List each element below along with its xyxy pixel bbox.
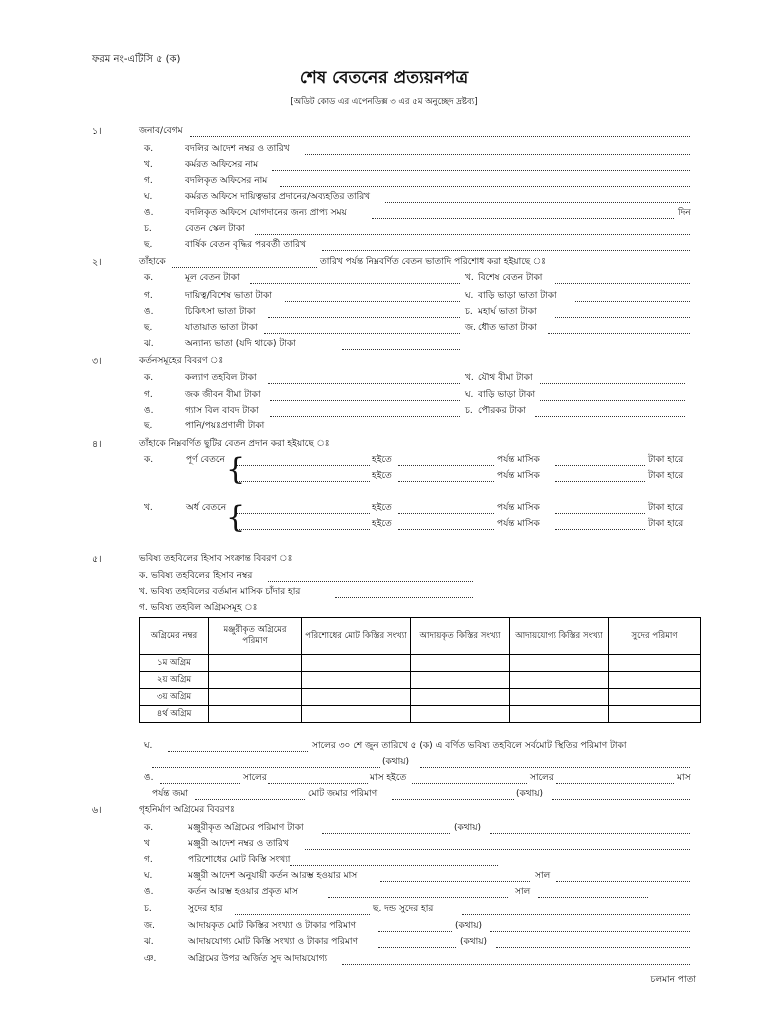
- pf-advances-label: গ. ভবিষ্য তহবিল অগ্রিমসমূহ ঃ: [139, 603, 258, 613]
- item-marker: চ.: [144, 904, 152, 914]
- item-marker: ঞ.: [144, 954, 157, 964]
- recoverable-installments-words-field[interactable]: [496, 947, 690, 948]
- to-monthly-label: পর্যন্ত মাসিক: [497, 455, 540, 465]
- pf-rate-field[interactable]: [335, 597, 473, 598]
- welfare-fund-label: কল্যাণ তহবিল টাকা: [185, 373, 257, 383]
- item-marker: ক.: [144, 144, 154, 154]
- in-words-label: (কথায়): [460, 937, 488, 947]
- item-marker: ঙ.: [144, 208, 154, 218]
- other-allowance-label: অন্যান্য ভাতা (যদি থাকে) টাকা: [185, 339, 296, 349]
- item-marker: গ.: [144, 855, 153, 865]
- item-marker: ঘ.: [465, 390, 474, 400]
- sanctioned-advance-words-field[interactable]: [490, 833, 690, 834]
- group-insurance-field[interactable]: [540, 383, 685, 384]
- table-cell[interactable]: [209, 655, 302, 672]
- table-cell[interactable]: [209, 706, 302, 723]
- pf-year-field[interactable]: [168, 751, 308, 752]
- item-marker: ঝ.: [144, 937, 154, 947]
- realized-installments-words-field[interactable]: [490, 931, 690, 932]
- group-insurance-label: যৌথ বীমা টাকা: [478, 373, 533, 383]
- deduction-start-order-label: মঞ্জুরী আদেশ অনুযায়ী কর্তন আরম্ভ হওয়ার মাস: [188, 871, 358, 881]
- accrued-interest-field[interactable]: [342, 964, 690, 965]
- in-words-label: (কথায়): [455, 921, 483, 931]
- item-marker: ক.: [144, 823, 154, 833]
- item-marker: ক.: [144, 455, 154, 465]
- half-pay-to-field-2[interactable]: [398, 529, 494, 530]
- full-pay-label: পূর্ণ বেতনে: [186, 455, 225, 465]
- from-month-label: মাস হইতে: [370, 773, 407, 783]
- rate-label: টাকা হারে: [648, 455, 684, 465]
- to-monthly-label: পর্যন্ত মাসিক: [497, 471, 540, 481]
- from-month-field[interactable]: [268, 783, 368, 784]
- section-2-heading: তারিখ পর্যন্ত নিম্নবর্ণিত বেতন ভাতাদি পরিশোধ করা হইয়াছে ঃ: [320, 257, 546, 267]
- table-cell[interactable]: [302, 706, 411, 723]
- table-cell[interactable]: [302, 689, 411, 706]
- realized-installments-field[interactable]: [378, 931, 452, 932]
- item-marker: ঙ.: [144, 406, 154, 416]
- item-marker: ঝ.: [144, 339, 154, 349]
- municipal-tax-field[interactable]: [535, 416, 685, 417]
- table-row: [140, 655, 701, 672]
- table-header-cell: আদায়কৃত কিস্তির সংখ্যা: [411, 618, 510, 655]
- full-pay-to-field-2[interactable]: [398, 481, 494, 482]
- pf-rate-label: খ. ভবিষ্য তহবিলের বর্তমান মাসিক চাঁদার হার: [139, 587, 301, 597]
- half-pay-rate-field-2[interactable]: [555, 529, 645, 530]
- section-5-number: ৫।: [92, 554, 102, 565]
- full-pay-to-field-1[interactable]: [398, 465, 494, 466]
- item-marker: ঙ.: [144, 307, 154, 317]
- item-marker: ঙ.: [144, 887, 154, 897]
- item-marker: ক.: [144, 373, 154, 383]
- item-marker: ছ.: [144, 421, 153, 431]
- interest-rate-field[interactable]: [235, 914, 370, 915]
- medical-allowance-label: চিকিৎসা ভাতা টাকা: [185, 307, 256, 317]
- item-marker: চ.: [144, 224, 152, 234]
- item-marker: জ.: [465, 323, 476, 333]
- from-year-field[interactable]: [160, 783, 240, 784]
- basic-pay-label: মূল বেতন টাকা: [185, 273, 240, 283]
- other-allowance-field[interactable]: [342, 349, 460, 350]
- pf-balance-label: সালের ৩০ শে জুন তারিখে ৫ (ক) এ বর্ণিত ভবিষ্য তহবিলে সর্বমোট স্থিতির পরিমাণ টাকা: [312, 741, 627, 751]
- from-label: হইতে: [372, 471, 392, 481]
- half-pay-from-field-2[interactable]: [237, 529, 370, 530]
- item-marker: খ.: [144, 160, 153, 170]
- table-header-cell: সুদের পরিমাণ: [609, 618, 701, 655]
- total-installments-field[interactable]: [290, 865, 498, 866]
- name-label: জনাব/বেগম: [139, 126, 183, 136]
- to-year-field[interactable]: [412, 783, 527, 784]
- municipal-tax-label: পৌরকর টাকা: [478, 406, 526, 416]
- increment-date-field[interactable]: [322, 250, 690, 251]
- to-monthly-label: পর্যন্ত মাসিক: [497, 519, 540, 529]
- rate-label: টাকা হারে: [648, 503, 684, 513]
- washing-allowance-label: ধৌত ভাতা টাকা: [478, 323, 537, 333]
- table-cell[interactable]: [510, 706, 609, 723]
- in-words-label: (কথায়): [516, 789, 544, 799]
- total-deposit-words-field[interactable]: [552, 799, 690, 800]
- half-pay-label: অর্ধ বেতনে: [186, 503, 227, 513]
- house-building-heading: গৃহনির্মাণ অগ্রিমের বিবরণঃ: [139, 805, 235, 815]
- to-monthly-label: পর্যন্ত মাসিক: [497, 503, 540, 513]
- section-2-number: ২।: [92, 257, 102, 268]
- brace-icon: {: [226, 452, 246, 487]
- item-marker: জ.: [144, 921, 155, 931]
- basic-pay-field[interactable]: [250, 283, 460, 284]
- deduction-start-order-year-field[interactable]: [556, 881, 690, 882]
- leave-salary-heading: তাঁহাকে নিম্নবর্ণিত ছুটির বেতন প্রদান করা হইয়াছে ঃ: [139, 439, 330, 449]
- item-marker: চ.: [465, 406, 473, 416]
- penal-interest-field[interactable]: [462, 914, 690, 915]
- special-pay-label: খ.: [465, 273, 474, 283]
- form-number: ফরম নং-এটিসি ৫ (ক): [92, 54, 181, 65]
- realized-installments-label: আদায়কৃত মোট কিস্তির সংখ্যা ও টাকার পরিমাণ: [188, 921, 357, 931]
- from-label: হইতে: [372, 455, 392, 465]
- travel-allowance-field[interactable]: [264, 333, 460, 334]
- half-pay-rate-field-1[interactable]: [555, 513, 645, 514]
- from-label: হইতে: [372, 519, 392, 529]
- pay-scale-label: বেতন স্কেল টাকা: [185, 224, 245, 234]
- full-pay-from-field-1[interactable]: [237, 465, 370, 466]
- continued-page-note: চলমান পাতা: [650, 975, 696, 985]
- year-label: সাল: [515, 887, 531, 897]
- table-cell[interactable]: [302, 672, 411, 689]
- recoverable-installments-field[interactable]: [378, 947, 456, 948]
- table-cell[interactable]: [609, 655, 701, 672]
- table-cell[interactable]: [209, 672, 302, 689]
- medical-allowance-field[interactable]: [268, 317, 460, 318]
- name-field[interactable]: [190, 136, 690, 137]
- section-2-lead: তাঁহাকে: [139, 257, 166, 267]
- recoverable-installments-label: আদায়যোগ্য মোট কিস্তি সংখ্যা ও টাকার পরিমাণ: [188, 937, 358, 947]
- pf-balance-words-field[interactable]: [420, 767, 690, 768]
- table-cell[interactable]: [411, 706, 510, 723]
- welfare-fund-field[interactable]: [268, 383, 460, 384]
- item-marker: গ.: [144, 291, 153, 301]
- item-marker: খ.: [465, 373, 474, 383]
- item-marker: খ: [144, 839, 150, 849]
- item-marker: ক.: [144, 273, 154, 283]
- release-date-label: কর্মরত অফিসে দায়িত্বভার প্রদানের/অব্যহতির তারিখ: [185, 192, 371, 202]
- rate-label: টাকা হারে: [648, 519, 684, 529]
- full-pay-rate-field-1[interactable]: [555, 465, 645, 466]
- full-pay-rate-field-2[interactable]: [555, 481, 645, 482]
- advance-label: ৪র্থ অগ্রিম: [140, 706, 209, 723]
- transferred-office-label: বদলিকৃত অফিসের নাম: [185, 176, 268, 186]
- in-words-label: (কথায়): [382, 757, 410, 767]
- in-words-label: (কথায়): [454, 823, 482, 833]
- year-label: সালের: [243, 773, 267, 783]
- half-pay-to-field-1[interactable]: [398, 513, 494, 514]
- table-header-row: [140, 618, 701, 655]
- release-date-field[interactable]: [385, 202, 690, 203]
- table-cell[interactable]: [609, 672, 701, 689]
- item-marker: খ.: [144, 503, 153, 513]
- deposit-until-label: পর্যন্ত জমা: [152, 789, 189, 799]
- document-subtitle: [অডিট কোড এর এপেনডিক্স ৩ এর ৫ম অনুচ্ছেদ দ্রষ্টব্য]: [290, 97, 478, 107]
- full-pay-from-field-2[interactable]: [237, 481, 370, 482]
- provident-fund-heading: ভবিষ্য তহবিলের হিসাব সংক্রান্ত বিবরণ ঃ: [139, 554, 293, 564]
- table-cell[interactable]: [302, 655, 411, 672]
- total-deposit-field[interactable]: [392, 799, 514, 800]
- table-header-cell: অগ্রিমের নম্বর: [140, 618, 209, 655]
- section-4-number: ৪।: [92, 439, 102, 450]
- pf-balance-amount-field[interactable]: [152, 767, 380, 768]
- special-pay-text: বিশেষ বেতন টাকা: [478, 273, 543, 283]
- house-rent-deduction-label: বাড়ি ভাড়া টাকা: [478, 390, 536, 400]
- house-rent-allowance-label: বাড়ি ভাড়া ভাতা টাকা: [478, 291, 557, 301]
- pf-account-field[interactable]: [268, 581, 473, 582]
- table-cell[interactable]: [209, 689, 302, 706]
- item-marker: ছ.: [144, 323, 153, 333]
- dearness-allowance-field[interactable]: [555, 317, 690, 318]
- charge-allowance-field[interactable]: [285, 301, 460, 302]
- table-cell[interactable]: [411, 655, 510, 672]
- table-cell[interactable]: [411, 672, 510, 689]
- interest-rate-label: সুদের হার: [188, 904, 223, 914]
- gas-bill-field[interactable]: [270, 416, 460, 417]
- payment-until-date-field[interactable]: [172, 267, 317, 268]
- table-row: [140, 689, 701, 706]
- section-6-number: ৬।: [92, 805, 102, 816]
- pf-account-label: ক. ভবিষ্য তহবিলের হিসাব নম্বর: [139, 571, 253, 581]
- item-marker: ঘ.: [144, 741, 153, 751]
- joining-time-label: বদলিকৃত অফিসে যোগদানের জন্য প্রাপ্য সময়: [185, 208, 347, 218]
- advance-label: ১ম অগ্রিম: [140, 655, 209, 672]
- item-marker: চ.: [465, 307, 473, 317]
- item-marker: ছ.: [144, 240, 153, 250]
- year-label: সাল: [535, 871, 551, 881]
- actual-start-month-label: কর্তন আরম্ভ হওয়ার প্রকৃত মাস: [188, 887, 298, 897]
- life-insurance-field[interactable]: [270, 400, 460, 401]
- gas-bill-label: গ্যাস বিল বাবদ টাকা: [185, 406, 259, 416]
- current-office-field[interactable]: [272, 170, 690, 171]
- table-header-cell: আদায়যোগ্য কিস্তির সংখ্যা: [510, 618, 609, 655]
- joining-time-field[interactable]: [372, 218, 674, 219]
- special-pay-field[interactable]: [555, 283, 690, 284]
- table-cell[interactable]: [510, 689, 609, 706]
- table-header-cell: মঞ্জুরীকৃত অগ্রিমের পরিমাণ: [209, 618, 302, 655]
- table-cell[interactable]: [411, 689, 510, 706]
- table-header-cell: পরিশোধের মোট কিস্তির সংখ্যা: [302, 618, 411, 655]
- washing-allowance-field[interactable]: [548, 333, 690, 334]
- accrued-interest-label: অগ্রিমের উপর অর্জিত সুদ আদায়যোগ্য: [188, 954, 328, 964]
- transfer-order-label: বদলির আদেশ নম্বর ও তারিখ: [185, 144, 290, 154]
- advance-label: ২য় অগ্রিম: [140, 672, 209, 689]
- travel-allowance-label: যাতায়াত ভাতা টাকা: [185, 323, 258, 333]
- section-3-number: ৩।: [92, 356, 102, 367]
- dearness-allowance-label: মহার্ঘ ভাতা টাকা: [478, 307, 537, 317]
- item-marker: ঙ.: [144, 773, 154, 783]
- table-cell[interactable]: [510, 655, 609, 672]
- sanction-order-label: মঞ্জুরী আদেশ নম্বর ও তারিখ: [188, 839, 289, 849]
- item-marker: ঘ.: [465, 291, 474, 301]
- deduction-start-order-field[interactable]: [380, 881, 530, 882]
- half-pay-from-field-1[interactable]: [237, 513, 370, 514]
- penal-interest-label: ছ. দন্ড সুদের হার: [373, 904, 434, 914]
- life-insurance-label: জক জীবন বীমা টাকা: [185, 390, 261, 400]
- table-row: [140, 706, 701, 723]
- month-label: মাস: [677, 773, 691, 783]
- current-office-label: কর্মরত অফিসের নাম: [185, 160, 259, 170]
- pf-advances-table: [139, 617, 701, 723]
- water-sewerage-label: পানি/পয়ঃপ্রণালী টাকা: [185, 421, 265, 431]
- transfer-order-field[interactable]: [305, 154, 690, 155]
- deductions-heading: কর্তনসমূহের বিবরণ ঃ: [139, 356, 224, 366]
- item-marker: গ.: [144, 390, 153, 400]
- year-label: সালের: [530, 773, 554, 783]
- days-label: দিন: [678, 208, 691, 218]
- deposit-amount-field[interactable]: [195, 799, 305, 800]
- house-rent-allowance-field[interactable]: [575, 301, 690, 302]
- pay-scale-field[interactable]: [255, 234, 690, 235]
- from-label: হইতে: [372, 503, 392, 513]
- transferred-office-field[interactable]: [280, 186, 690, 187]
- section-1-number: ১।: [92, 126, 102, 137]
- item-marker: ঘ.: [144, 871, 153, 881]
- table-cell[interactable]: [510, 672, 609, 689]
- house-rent-deduction-field[interactable]: [540, 400, 685, 401]
- item-marker: ঘ.: [144, 192, 153, 202]
- table-cell[interactable]: [609, 706, 701, 723]
- item-marker: গ.: [144, 176, 153, 186]
- brace-icon: {: [226, 500, 246, 535]
- charge-allowance-label: দায়িত্ব/বিশেষ ভাতা টাকা: [185, 291, 272, 301]
- to-month-field[interactable]: [556, 783, 674, 784]
- table-row: [140, 672, 701, 689]
- sanction-order-field[interactable]: [305, 849, 690, 850]
- actual-start-year-field[interactable]: [538, 897, 648, 898]
- total-installments-label: পরিশোধের মোট কিস্তি সংখ্যা: [188, 855, 291, 865]
- rate-label: টাকা হারে: [648, 471, 684, 481]
- sanctioned-advance-field[interactable]: [322, 833, 450, 834]
- total-deposit-label: মোট জমার পরিমাণ: [308, 789, 378, 799]
- actual-start-month-field[interactable]: [328, 897, 508, 898]
- advance-label: ৩য় অগ্রিম: [140, 689, 209, 706]
- increment-date-label: বার্ষিক বেতন বৃদ্ধির পরবর্তী তারিখ: [185, 240, 307, 250]
- table-cell[interactable]: [609, 689, 701, 706]
- sanctioned-advance-label: মঞ্জুরীকৃত অগ্রিমের পরিমাণ টাকা: [188, 823, 304, 833]
- document-title: শেষ বেতনের প্রত্যয়নপত্র: [299, 68, 469, 88]
